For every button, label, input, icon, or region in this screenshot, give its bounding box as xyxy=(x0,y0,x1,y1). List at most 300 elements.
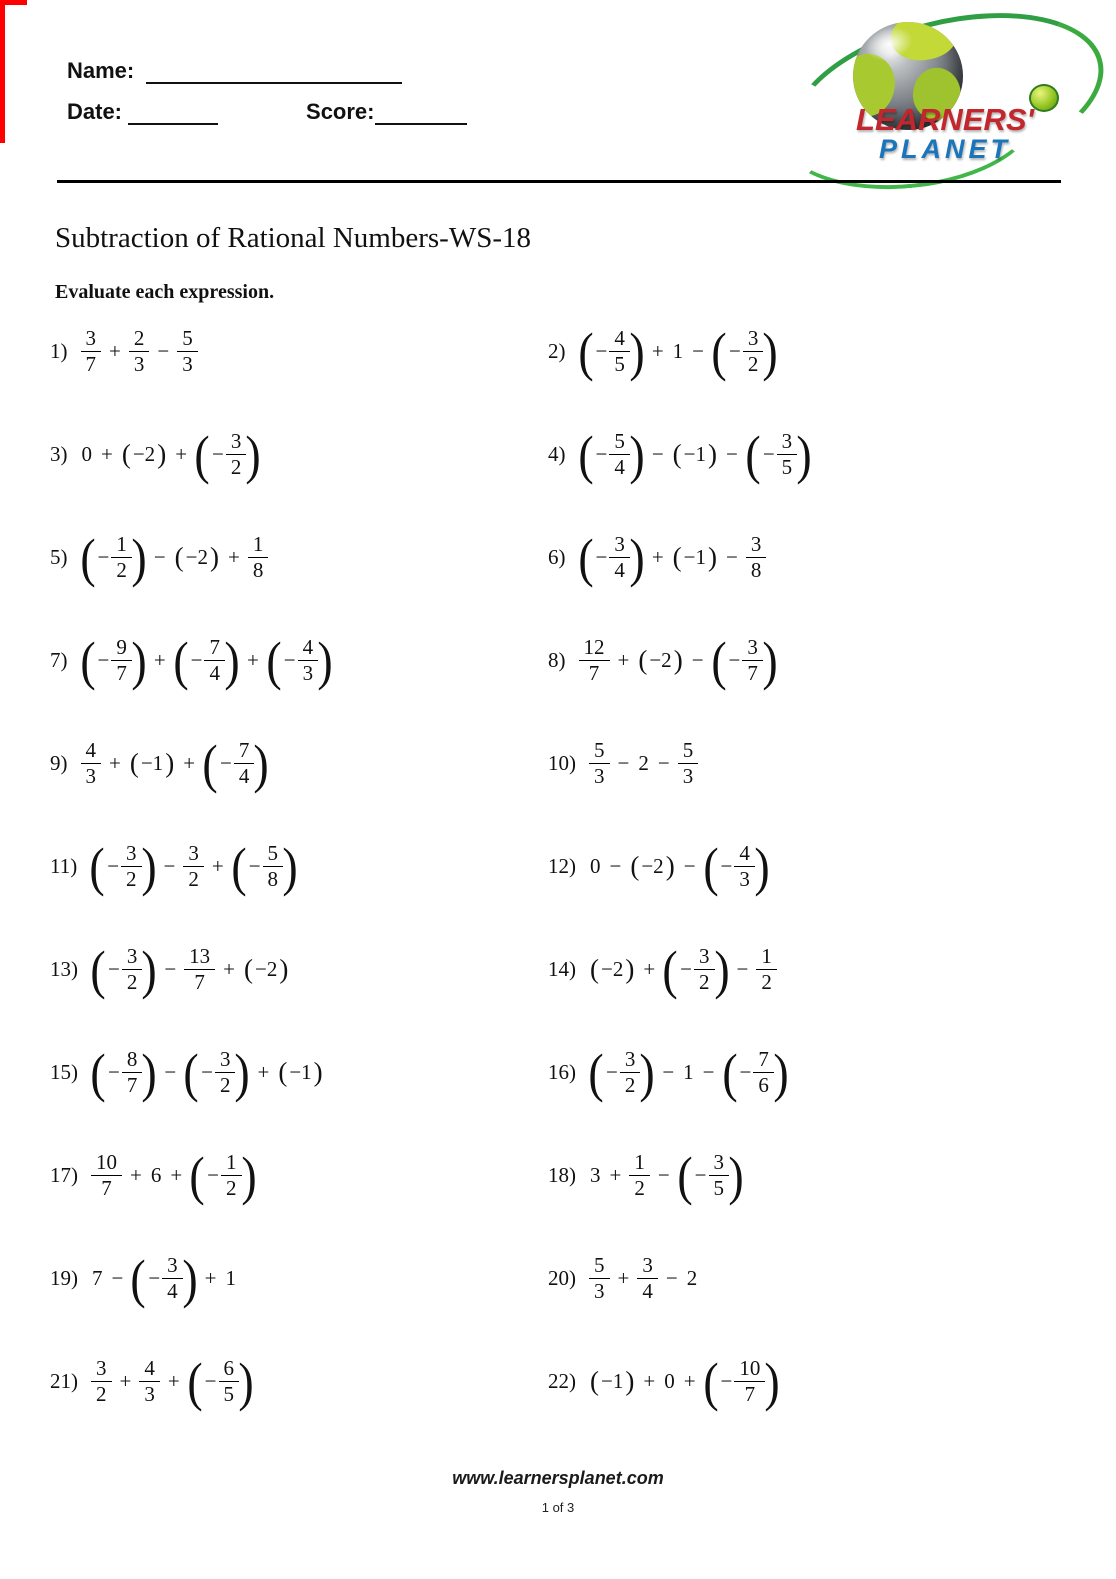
page-number: 1 of 3 xyxy=(541,1500,575,1515)
problem-number: 16) xyxy=(548,1060,576,1084)
negative-sign: − xyxy=(107,854,120,878)
numerator: 3 xyxy=(694,945,715,970)
denominator: 5 xyxy=(781,455,793,479)
fraction xyxy=(81,739,102,787)
negative-sign: − xyxy=(107,957,120,981)
header xyxy=(67,58,467,140)
parenthesized-integer xyxy=(589,1368,635,1395)
close-paren: ) xyxy=(245,424,261,485)
problem-number: 8) xyxy=(548,648,566,672)
open-paren: ( xyxy=(121,439,131,469)
open-paren: ( xyxy=(577,424,594,485)
minus-operator: − xyxy=(726,442,738,466)
fraction xyxy=(753,1048,774,1096)
score-label: Score: xyxy=(306,99,375,124)
minus-operator: − xyxy=(657,1163,670,1187)
fraction xyxy=(91,1151,122,1199)
open-paren: ( xyxy=(90,939,106,1000)
integer: −1 xyxy=(289,1060,312,1084)
close-paren: ) xyxy=(240,1145,257,1206)
fraction xyxy=(183,842,204,890)
numerator: 1 xyxy=(111,533,132,558)
close-paren: ) xyxy=(754,836,770,897)
negative-sign: − xyxy=(720,1369,733,1393)
denominator: 7 xyxy=(126,1073,138,1097)
integer: 2 xyxy=(686,1266,698,1290)
denominator: 3 xyxy=(302,661,314,685)
parenthesized-integer xyxy=(174,544,220,571)
minus-operator: − xyxy=(164,957,177,981)
denominator: 2 xyxy=(761,970,772,994)
close-paren: ) xyxy=(713,939,730,1000)
problem-number: 9) xyxy=(50,751,68,775)
fraction xyxy=(204,636,225,684)
integer: −1 xyxy=(683,442,706,466)
parenthesized-fraction xyxy=(89,836,157,897)
problem-number: 7) xyxy=(50,648,68,672)
problem-number: 22) xyxy=(548,1369,576,1393)
plus-operator: + xyxy=(153,648,166,672)
close-paren: ) xyxy=(317,630,333,691)
minus-operator: − xyxy=(153,545,166,569)
numerator: 3 xyxy=(121,842,142,867)
footer xyxy=(0,1468,1116,1515)
problem-number: 12) xyxy=(548,854,576,878)
open-paren: ( xyxy=(130,1248,146,1309)
fraction xyxy=(91,1357,112,1405)
plus-operator: + xyxy=(167,1369,180,1393)
open-paren: ( xyxy=(174,542,184,572)
denominator: 2 xyxy=(747,352,759,376)
numerator: 7 xyxy=(234,739,255,764)
integer: −2 xyxy=(649,648,672,672)
denominator: 7 xyxy=(116,661,127,685)
close-paren: ) xyxy=(224,630,240,691)
open-paren: ( xyxy=(79,527,96,588)
close-paren: ) xyxy=(131,630,147,691)
fraction xyxy=(177,327,198,375)
open-paren: ( xyxy=(187,1351,203,1412)
open-paren: ( xyxy=(630,851,640,881)
logo-text-planet: PLANET xyxy=(879,134,1011,164)
date-label: Date: xyxy=(67,99,123,124)
denominator: 2 xyxy=(226,1176,237,1200)
close-paren: ) xyxy=(625,954,635,984)
integer: −2 xyxy=(132,442,156,466)
denominator: 4 xyxy=(238,764,250,788)
integer: 0 xyxy=(590,854,601,878)
numerator: 5 xyxy=(589,739,610,764)
integer: −2 xyxy=(601,957,624,981)
problem-number: 15) xyxy=(50,1060,78,1084)
fraction xyxy=(263,842,284,890)
plus-operator: + xyxy=(109,339,121,363)
open-paren: ( xyxy=(202,733,218,794)
fraction xyxy=(111,636,132,684)
parenthesized-fraction xyxy=(79,630,147,691)
date-blank-line[interactable] xyxy=(128,101,218,125)
open-paren: ( xyxy=(79,630,96,691)
negative-sign: − xyxy=(97,545,110,569)
parenthesized-integer xyxy=(637,647,683,674)
fraction xyxy=(219,1357,240,1405)
problem-21 xyxy=(0,1330,540,1433)
minus-operator: − xyxy=(609,854,622,878)
parenthesized-fraction xyxy=(187,1351,254,1412)
fraction xyxy=(709,1151,730,1199)
denominator: 7 xyxy=(194,970,205,994)
close-paren: ) xyxy=(708,439,717,469)
minus-operator: − xyxy=(691,648,704,672)
fraction xyxy=(609,327,630,375)
close-paren: ) xyxy=(673,645,683,675)
numerator: 2 xyxy=(129,327,150,352)
fraction xyxy=(221,1151,242,1199)
denominator: 2 xyxy=(230,455,242,479)
problem-number: 1) xyxy=(50,339,68,363)
problem-number: 20) xyxy=(548,1266,576,1290)
problems-grid xyxy=(0,300,1116,1433)
negative-sign: − xyxy=(762,442,775,466)
numerator: 10 xyxy=(91,1151,122,1176)
integer: 2 xyxy=(638,751,649,775)
negative-sign: − xyxy=(595,545,608,569)
open-paren: ( xyxy=(590,1366,599,1396)
fraction xyxy=(579,636,610,684)
open-paren: ( xyxy=(244,954,253,984)
problem-6 xyxy=(540,506,1116,609)
parenthesized-fraction xyxy=(702,836,770,897)
open-paren: ( xyxy=(173,630,189,691)
negative-sign: − xyxy=(720,854,733,878)
minus-operator: − xyxy=(111,1266,124,1290)
parenthesized-fraction xyxy=(231,836,298,897)
parenthesized-integer xyxy=(672,544,718,571)
parenthesized-integer xyxy=(129,750,175,777)
numerator: 5 xyxy=(263,842,284,867)
numerator: 3 xyxy=(637,1254,658,1279)
minus-operator: − xyxy=(617,751,630,775)
denominator: 2 xyxy=(624,1073,636,1097)
numerator: 4 xyxy=(609,327,630,352)
parenthesized-fraction xyxy=(577,321,645,382)
minus-operator: − xyxy=(665,1266,678,1290)
fraction xyxy=(298,636,319,684)
denominator: 8 xyxy=(750,558,762,582)
parenthesized-fraction xyxy=(662,939,730,1000)
minus-operator: − xyxy=(683,854,696,878)
problem-number: 3) xyxy=(50,442,68,466)
negative-sign: − xyxy=(680,957,693,981)
open-paren: ( xyxy=(90,1042,106,1103)
integer: 1 xyxy=(683,1060,694,1084)
denominator: 8 xyxy=(267,867,279,891)
plus-operator: + xyxy=(183,751,196,775)
open-paren: ( xyxy=(89,836,105,897)
integer: 1 xyxy=(672,339,684,363)
fraction xyxy=(734,1357,765,1405)
open-paren: ( xyxy=(588,1042,604,1103)
fraction xyxy=(121,842,142,890)
denominator: 3 xyxy=(594,1279,605,1303)
plus-operator: + xyxy=(257,1060,270,1084)
fraction xyxy=(589,739,610,787)
problem-number: 18) xyxy=(548,1163,576,1187)
open-paren: ( xyxy=(638,645,648,675)
score-blank-line[interactable] xyxy=(375,101,467,125)
close-paren: ) xyxy=(165,748,175,778)
open-paren: ( xyxy=(745,424,761,485)
fraction xyxy=(129,327,150,375)
worksheet-title: Subtraction of Rational Numbers-WS-18 xyxy=(55,222,531,254)
numerator: 3 xyxy=(183,842,204,867)
close-paren: ) xyxy=(762,321,778,382)
close-paren: ) xyxy=(253,733,269,794)
open-paren: ( xyxy=(662,939,678,1000)
parenthesized-fraction xyxy=(90,1042,157,1103)
minus-operator: − xyxy=(163,854,176,878)
open-paren: ( xyxy=(183,1042,199,1103)
close-paren: ) xyxy=(625,1366,635,1396)
name-label: Name: xyxy=(67,58,135,83)
negative-sign: − xyxy=(728,339,741,363)
close-paren: ) xyxy=(629,321,645,382)
fraction xyxy=(589,1254,610,1302)
denominator: 3 xyxy=(133,352,145,376)
open-paren: ( xyxy=(702,1351,719,1412)
numerator: 3 xyxy=(162,1254,183,1279)
close-paren: ) xyxy=(665,851,675,881)
denominator: 5 xyxy=(614,352,625,376)
problem-number: 21) xyxy=(50,1369,78,1393)
denominator: 2 xyxy=(634,1176,645,1200)
parenthesized-integer xyxy=(277,1059,323,1086)
integer: 1 xyxy=(225,1266,236,1290)
close-paren: ) xyxy=(282,836,298,897)
open-paren: ( xyxy=(710,630,727,691)
plus-operator: + xyxy=(651,545,664,569)
parenthesized-fraction xyxy=(711,321,778,382)
close-paren: ) xyxy=(131,527,147,588)
page-edge-artifact-left xyxy=(0,0,5,143)
problem-4 xyxy=(540,403,1116,506)
parenthesized-integer xyxy=(629,853,675,880)
minus-operator: − xyxy=(157,339,170,363)
close-paren: ) xyxy=(629,424,645,485)
plus-operator: + xyxy=(617,648,630,672)
parenthesized-fraction xyxy=(745,424,812,485)
numerator: 3 xyxy=(746,533,767,558)
integer: 0 xyxy=(664,1369,675,1393)
negative-sign: − xyxy=(739,1060,752,1084)
numerator: 3 xyxy=(215,1048,236,1073)
open-paren: ( xyxy=(590,954,599,984)
fraction xyxy=(81,327,102,375)
denominator: 3 xyxy=(85,764,96,788)
fraction xyxy=(248,533,269,581)
denominator: 3 xyxy=(144,1382,155,1406)
close-paren: ) xyxy=(234,1042,251,1103)
parenthesized-fraction xyxy=(266,630,333,691)
problem-20 xyxy=(540,1227,1116,1330)
problem-13 xyxy=(0,918,540,1021)
denominator: 5 xyxy=(223,1382,235,1406)
close-paren: ) xyxy=(313,1057,323,1087)
fraction xyxy=(226,430,247,478)
numerator: 1 xyxy=(629,1151,650,1176)
problem-number: 4) xyxy=(548,442,566,466)
parenthesized-fraction xyxy=(130,1248,198,1309)
problem-number: 13) xyxy=(50,957,78,981)
close-paren: ) xyxy=(279,954,289,984)
negative-sign: − xyxy=(212,442,224,466)
parenthesized-integer xyxy=(589,956,635,983)
parenthesized-fraction xyxy=(183,1042,251,1103)
problem-1 xyxy=(0,300,540,403)
denominator: 4 xyxy=(167,1279,178,1303)
denominator: 2 xyxy=(116,558,127,582)
open-paren: ( xyxy=(577,527,594,588)
numerator: 3 xyxy=(743,327,764,352)
problem-19 xyxy=(0,1227,540,1330)
parenthesized-fraction xyxy=(710,630,778,691)
integer: −1 xyxy=(140,751,164,775)
plus-operator: + xyxy=(109,751,121,775)
problem-22 xyxy=(540,1330,1116,1433)
open-paren: ( xyxy=(194,424,210,485)
open-paren: ( xyxy=(231,836,247,897)
integer: −1 xyxy=(683,545,706,569)
close-paren: ) xyxy=(728,1145,744,1206)
numerator: 5 xyxy=(589,1254,610,1279)
numerator: 3 xyxy=(609,533,630,558)
fraction xyxy=(743,327,764,375)
fraction xyxy=(609,430,630,478)
denominator: 4 xyxy=(209,661,220,685)
denominator: 2 xyxy=(126,867,137,891)
close-paren: ) xyxy=(773,1042,789,1103)
denominator: 7 xyxy=(747,661,758,685)
problem-10 xyxy=(540,712,1116,815)
date-score-row xyxy=(67,99,467,125)
parenthesized-fraction xyxy=(702,1351,780,1412)
problem-7 xyxy=(0,609,540,712)
open-paren: ( xyxy=(721,1042,738,1103)
numerator: 1 xyxy=(221,1151,242,1176)
integer: −1 xyxy=(601,1369,624,1393)
parenthesized-integer xyxy=(243,956,289,983)
negative-sign: − xyxy=(728,648,741,672)
numerator: 3 xyxy=(620,1048,641,1073)
open-paren: ( xyxy=(677,1145,693,1206)
learners-planet-logo xyxy=(795,18,1095,176)
negative-sign: − xyxy=(694,1163,707,1187)
fraction xyxy=(122,945,143,993)
fraction xyxy=(215,1048,236,1096)
problem-3 xyxy=(0,403,540,506)
numerator: 3 xyxy=(709,1151,730,1176)
denominator: 4 xyxy=(614,558,625,582)
denominator: 4 xyxy=(642,1279,653,1303)
denominator: 3 xyxy=(594,764,605,788)
denominator: 2 xyxy=(126,970,138,994)
fraction xyxy=(629,1151,650,1199)
fraction xyxy=(694,945,715,993)
integer: −2 xyxy=(255,957,278,981)
numerator: 7 xyxy=(753,1048,774,1073)
name-blank-line[interactable] xyxy=(146,60,402,84)
denominator: 3 xyxy=(682,764,694,788)
fraction xyxy=(734,842,755,890)
fraction xyxy=(620,1048,641,1096)
problem-16 xyxy=(540,1021,1116,1124)
minus-operator: − xyxy=(651,442,664,466)
close-paren: ) xyxy=(238,1351,254,1412)
denominator: 2 xyxy=(188,867,199,891)
numerator: 1 xyxy=(756,945,777,970)
close-paren: ) xyxy=(157,439,167,469)
problem-17 xyxy=(0,1124,540,1227)
numerator: 4 xyxy=(734,842,755,867)
open-paren: ( xyxy=(129,748,139,778)
problem-number: 10) xyxy=(548,751,576,775)
denominator: 7 xyxy=(744,1382,756,1406)
open-paren: ( xyxy=(672,439,682,469)
fraction xyxy=(756,945,777,993)
fraction xyxy=(746,533,767,581)
negative-sign: − xyxy=(605,1060,618,1084)
problem-number: 5) xyxy=(50,545,68,569)
parenthesized-fraction xyxy=(721,1042,789,1103)
parenthesized-fraction xyxy=(194,424,261,485)
close-paren: ) xyxy=(140,836,157,897)
numerator: 3 xyxy=(226,430,247,455)
numerator: 4 xyxy=(139,1357,160,1382)
problem-number: 2) xyxy=(548,339,566,363)
fraction xyxy=(742,636,763,684)
denominator: 7 xyxy=(101,1176,112,1200)
minus-operator: − xyxy=(692,339,704,363)
problem-number: 6) xyxy=(548,545,566,569)
plus-operator: + xyxy=(609,1163,622,1187)
plus-operator: + xyxy=(211,854,224,878)
plus-operator: + xyxy=(651,339,664,363)
problem-9 xyxy=(0,712,540,815)
numerator: 9 xyxy=(111,636,132,661)
fraction xyxy=(637,1254,658,1302)
fraction xyxy=(184,945,215,993)
problem-number: 17) xyxy=(50,1163,78,1187)
problem-number: 14) xyxy=(548,957,576,981)
numerator: 7 xyxy=(204,636,225,661)
fraction xyxy=(234,739,255,787)
plus-operator: + xyxy=(130,1163,142,1187)
parenthesized-integer xyxy=(672,441,718,468)
parenthesized-fraction xyxy=(588,1042,655,1103)
instruction-text: Evaluate each expression. xyxy=(55,281,275,303)
integer: −2 xyxy=(641,854,664,878)
close-paren: ) xyxy=(764,1351,780,1412)
numerator: 1 xyxy=(248,533,269,558)
close-paren: ) xyxy=(182,1248,198,1309)
close-paren: ) xyxy=(210,542,219,572)
denominator: 7 xyxy=(85,352,96,376)
open-paren: ( xyxy=(702,836,719,897)
numerator: 4 xyxy=(81,739,102,764)
numerator: 3 xyxy=(742,636,763,661)
open-paren: ( xyxy=(266,630,282,691)
negative-sign: − xyxy=(248,854,261,878)
